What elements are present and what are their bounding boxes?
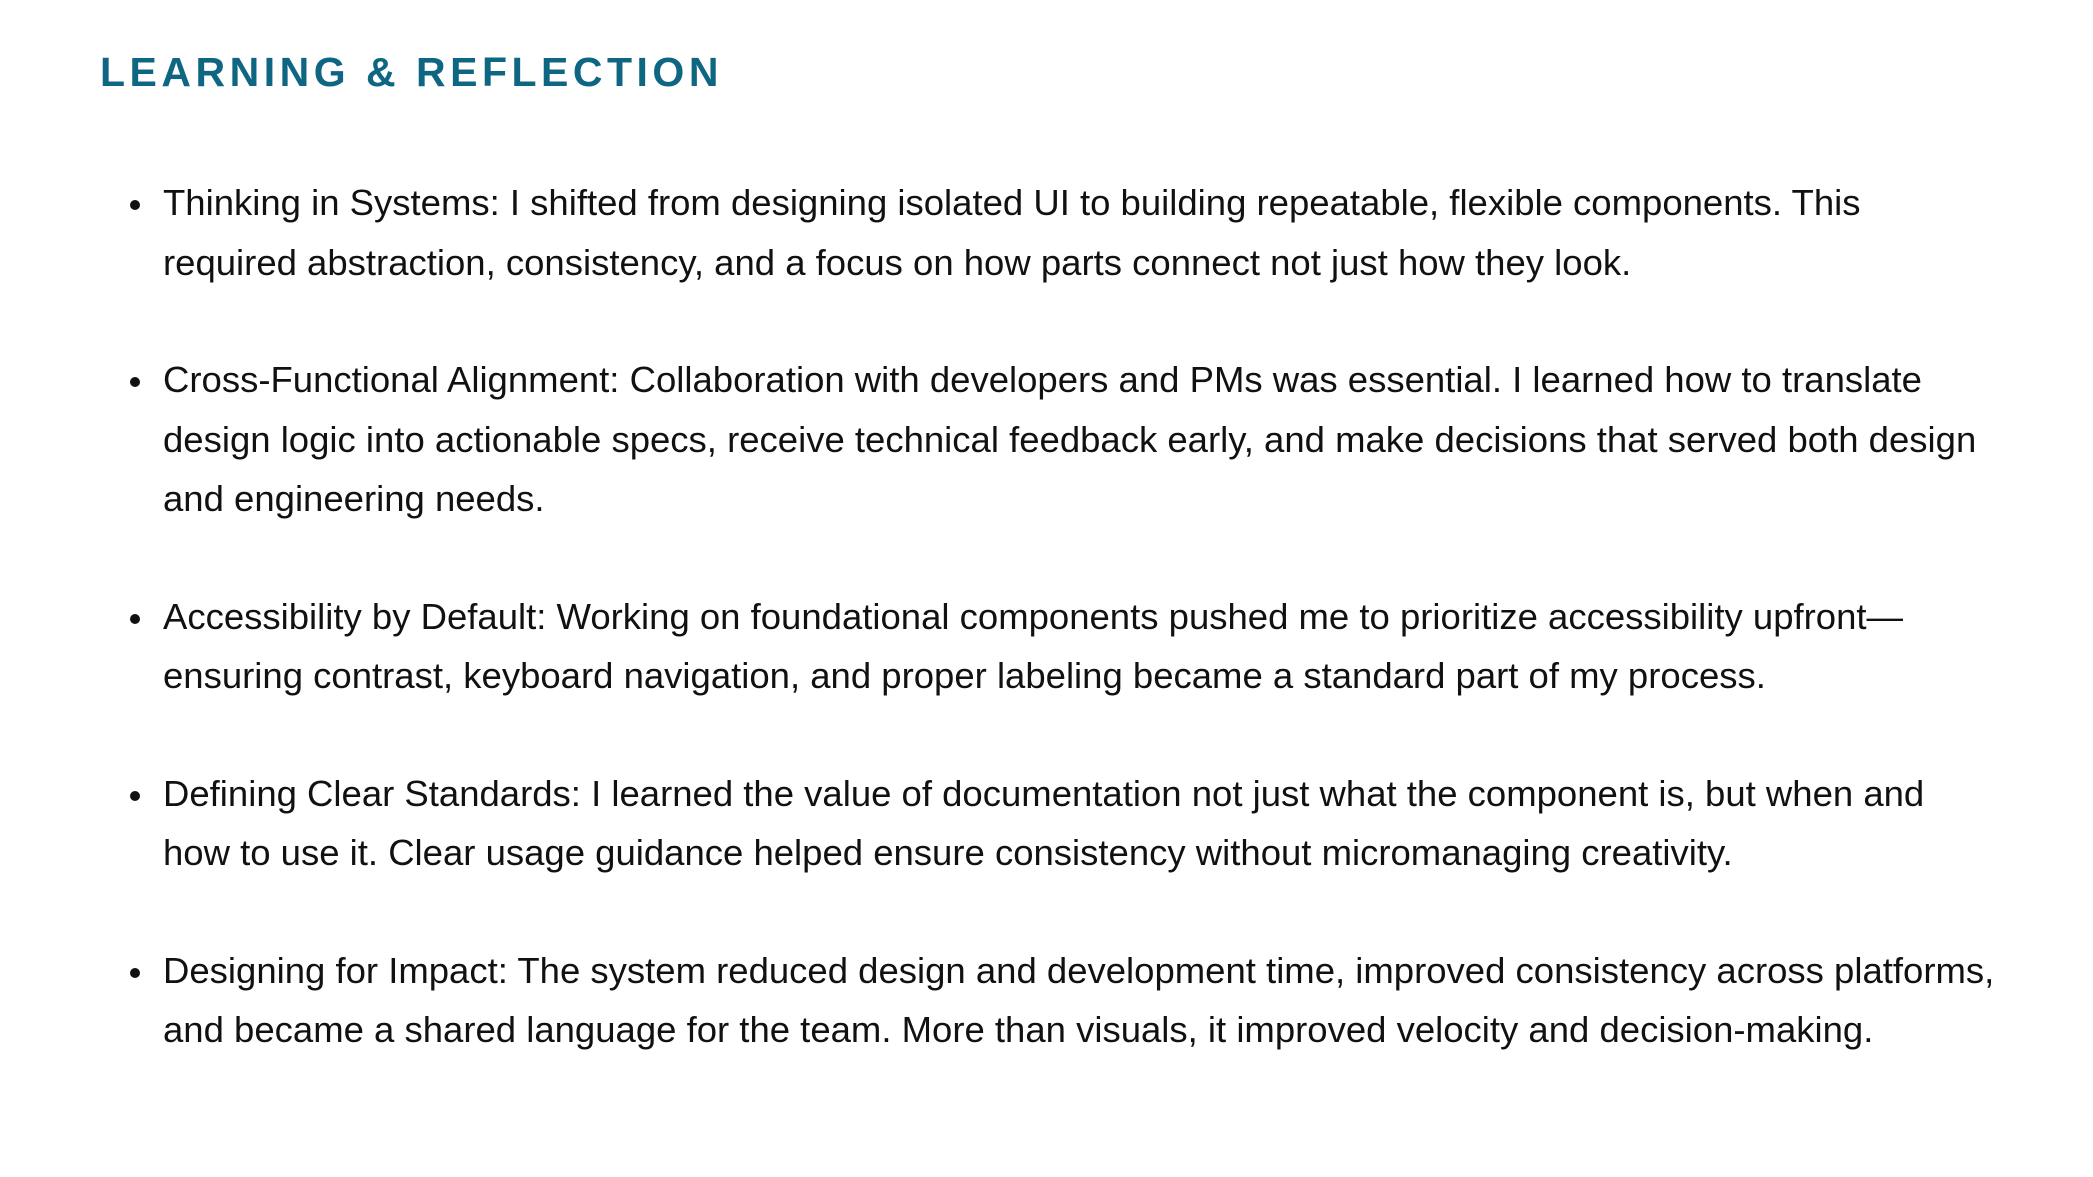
list-item-text: Designing for Impact: The system reduced design and development time, improved consistency across platforms, and became a shared language for the team. More than visuals, it improved velocity and decision-making. bbox=[163, 949, 1995, 1050]
learning-reflection-section bbox=[100, 38, 2060, 1050]
list-item-text: Cross-Functional Alignment: Collaboration with developers and PMs was essential. I learned how to translate design logic into actionable specs, receive technical feedback early, and make decisions that served both design and engineering needs. bbox=[163, 359, 1977, 519]
list-item bbox=[100, 941, 2000, 1060]
bullet-dot-icon bbox=[130, 614, 140, 624]
reflection-list bbox=[100, 173, 2000, 1060]
bullet-dot-icon bbox=[130, 791, 140, 801]
section-heading: LEARNING & REFLECTION bbox=[100, 49, 723, 95]
list-item bbox=[100, 764, 2000, 883]
list-item bbox=[100, 350, 2000, 529]
list-item-text: Defining Clear Standards: I learned the value of documentation not just what the component is, but when and how to use it. Clear usage guidance helped ensure consistency without micromanaging creativity. bbox=[163, 772, 1925, 873]
list-item bbox=[100, 587, 2000, 706]
bullet-dot-icon bbox=[130, 377, 140, 387]
bullet-dot-icon bbox=[130, 200, 140, 210]
bullet-dot-icon bbox=[130, 968, 140, 978]
list-item-text: Thinking in Systems: I shifted from designing isolated UI to building repeatable, flexible components. This required abstraction, consistency, and a focus on how parts connect not just how they look. bbox=[163, 182, 1861, 283]
list-item bbox=[100, 173, 2000, 292]
list-item-text: Accessibility by Default: Working on foundational components pushed me to prioritize accessibility upfront—ensuring contrast, keyboard navigation, and proper labeling became a standard part of my process. bbox=[163, 595, 1904, 696]
